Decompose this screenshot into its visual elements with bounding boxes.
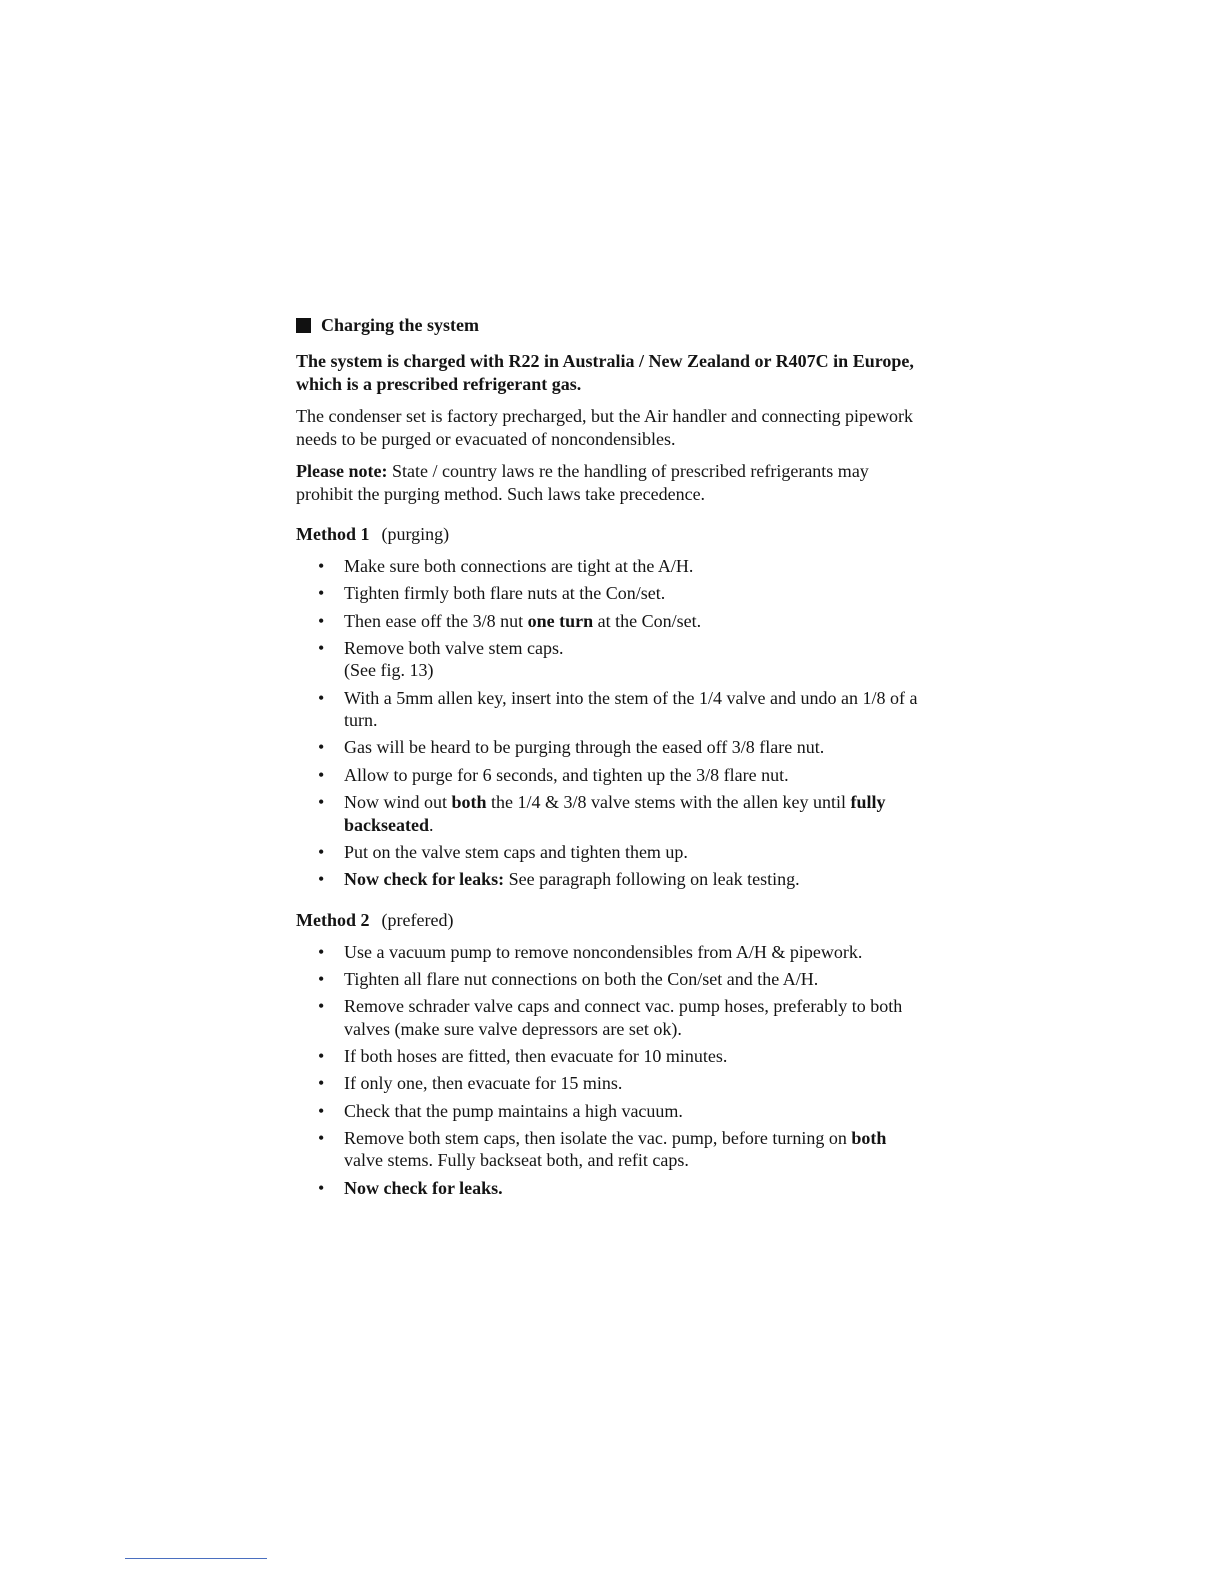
section-title: Charging the system <box>321 314 479 335</box>
list-item: • Tighten all flare nut connections on both the Con/set and the A/H. <box>296 968 926 991</box>
method-2-heading <box>296 909 926 933</box>
list-item: • If both hoses are fitted, then evacuate for 10 minutes. <box>296 1045 926 1068</box>
list-item: • Remove schrader valve caps and connect vac. pump hoses, preferably to both valves (make sure valve depressors are set ok). <box>296 995 926 1040</box>
method-1-steps <box>296 555 926 891</box>
list-item: • Make sure both connections are tight at the A/H. <box>296 555 926 578</box>
list-item: • Check that the pump maintains a high vacuum. <box>296 1100 926 1123</box>
method-1-heading <box>296 523 926 547</box>
note-paragraph <box>296 460 926 505</box>
list-item: • Tighten firmly both flare nuts at the Con/set. <box>296 582 926 605</box>
list-item: • Remove both valve stem caps. (See fig. 13) <box>296 637 926 682</box>
bullet-square-icon <box>296 318 311 333</box>
note-label: Please note: <box>296 461 388 481</box>
list-item: • Gas will be heard to be purging through the eased off 3/8 flare nut. <box>296 736 926 759</box>
method-1-paren: (purging) <box>381 524 450 544</box>
method-1-label: Method 1 <box>296 524 370 544</box>
list-item: • Then ease off the 3/8 nut one turn at the Con/set. <box>296 610 926 633</box>
list-item: • Allow to purge for 6 seconds, and tighten up the 3/8 flare nut. <box>296 764 926 787</box>
list-item: • Now check for leaks. <box>296 1177 926 1200</box>
list-item: • Remove both stem caps, then isolate the vac. pump, before turning on both valve stems. Fully backseat both, and refit caps. <box>296 1127 926 1172</box>
method-2-steps <box>296 941 926 1200</box>
intro-paragraph: The condenser set is factory precharged, but the Air handler and connecting pipework needs to be purged or evacuated of noncondensibles. <box>296 406 913 449</box>
list-item: • If only one, then evacuate for 15 mins. <box>296 1072 926 1095</box>
list-item: • With a 5mm allen key, insert into the stem of the 1/4 valve and undo an 1/8 of a turn. <box>296 687 926 732</box>
footnote-divider <box>125 1558 267 1559</box>
section-heading <box>296 312 926 338</box>
intro-bold-paragraph: The system is charged with R22 in Australia / New Zealand or R407C in Europe, which is a prescribed refrigerant gas. <box>296 351 914 394</box>
method-2-label: Method 2 <box>296 909 370 930</box>
list-item: • Put on the valve stem caps and tighten them up. <box>296 841 926 864</box>
method-2-paren: (prefered) <box>381 909 454 930</box>
document-body <box>296 312 926 1204</box>
list-item: • Use a vacuum pump to remove noncondensibles from A/H & pipework. <box>296 941 926 964</box>
list-item: • Now wind out both the 1/4 & 3/8 valve stems with the allen key until fully backseated. <box>296 791 926 836</box>
list-item: • Now check for leaks: See paragraph following on leak testing. <box>296 868 926 891</box>
note-text: State / country laws re the handling of prescribed refrigerants may prohibit the purging method. Such laws take precedence. <box>296 461 869 504</box>
